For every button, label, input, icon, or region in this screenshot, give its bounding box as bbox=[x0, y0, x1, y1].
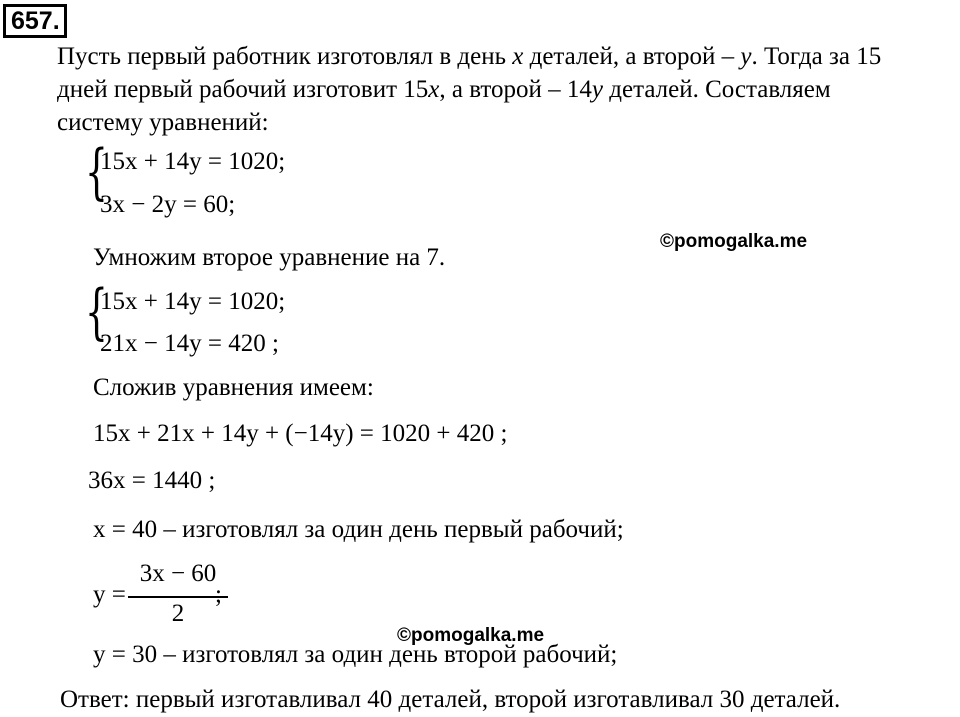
system-1-brace: { bbox=[85, 137, 108, 207]
step-5 bbox=[93, 638, 617, 672]
system-2-eq-2: 21x − 14y = 420 ; bbox=[100, 330, 279, 357]
intro-var-y: y bbox=[740, 43, 752, 70]
step-4-tail: ; bbox=[215, 581, 222, 608]
sum-text: Сложив уравнения имеем: bbox=[93, 374, 374, 401]
system-2-eq-1: 15x + 14y = 1020; bbox=[100, 288, 286, 315]
step-4-lhs: y = bbox=[93, 581, 126, 608]
intro-line-3: систему уравнений: bbox=[57, 109, 269, 136]
step-5-equation: y = 30 bbox=[93, 641, 158, 668]
intro-line-2-part-a: дней первый рабочий изготовит 15 bbox=[57, 76, 429, 103]
system-1-eq-1: 15x + 14y = 1020; bbox=[100, 148, 286, 175]
intro-var-x: x bbox=[512, 43, 524, 70]
step-1: 15x + 21x + 14y + (−14y) = 1020 + 420 ; bbox=[93, 420, 508, 447]
intro-line-1 bbox=[57, 40, 881, 74]
system-2-brace: { bbox=[85, 277, 108, 347]
system-1-eq-2: 3x − 2y = 60; bbox=[100, 191, 236, 218]
fraction-denominator: 2 bbox=[171, 600, 185, 627]
intro-line-2-var-y: y bbox=[591, 76, 604, 103]
intro-line-2-part-b: , а второй – 14 bbox=[439, 76, 592, 103]
intro-line-2 bbox=[57, 73, 831, 107]
intro-line-1-part-b: деталей, а второй – bbox=[523, 43, 741, 70]
step-2: 36x = 1440 ; bbox=[88, 467, 216, 494]
answer: Ответ: первый изготавливал 40 деталей, второй изготавливал 30 деталей. bbox=[60, 686, 841, 713]
step-3-equation: x = 40 bbox=[93, 516, 158, 543]
intro-line-1-part-c: . Тогда за 15 bbox=[751, 43, 882, 70]
intro-line-1-part-a: Пусть первый работник изготовлял в день bbox=[57, 43, 513, 70]
fraction-numerator: 3x − 60 bbox=[139, 560, 217, 587]
watermark-2: ©pomogalka.me bbox=[397, 625, 545, 646]
watermark-1: ©pomogalka.me bbox=[660, 231, 808, 252]
step-3-text: – изготовлял за один день первый рабочий; bbox=[157, 516, 624, 543]
step-3 bbox=[93, 513, 624, 547]
multiply-text: Умножим второе уравнение на 7. bbox=[93, 244, 446, 271]
intro-line-2-var-x: x bbox=[428, 76, 440, 103]
fraction-bar bbox=[128, 596, 228, 598]
problem-number: 657. bbox=[3, 4, 67, 38]
intro-line-2-part-c: деталей. Составляем bbox=[603, 76, 831, 103]
step-4-fraction bbox=[128, 560, 228, 630]
step-5-text: – изготовлял за один день второй рабочий; bbox=[157, 641, 618, 668]
